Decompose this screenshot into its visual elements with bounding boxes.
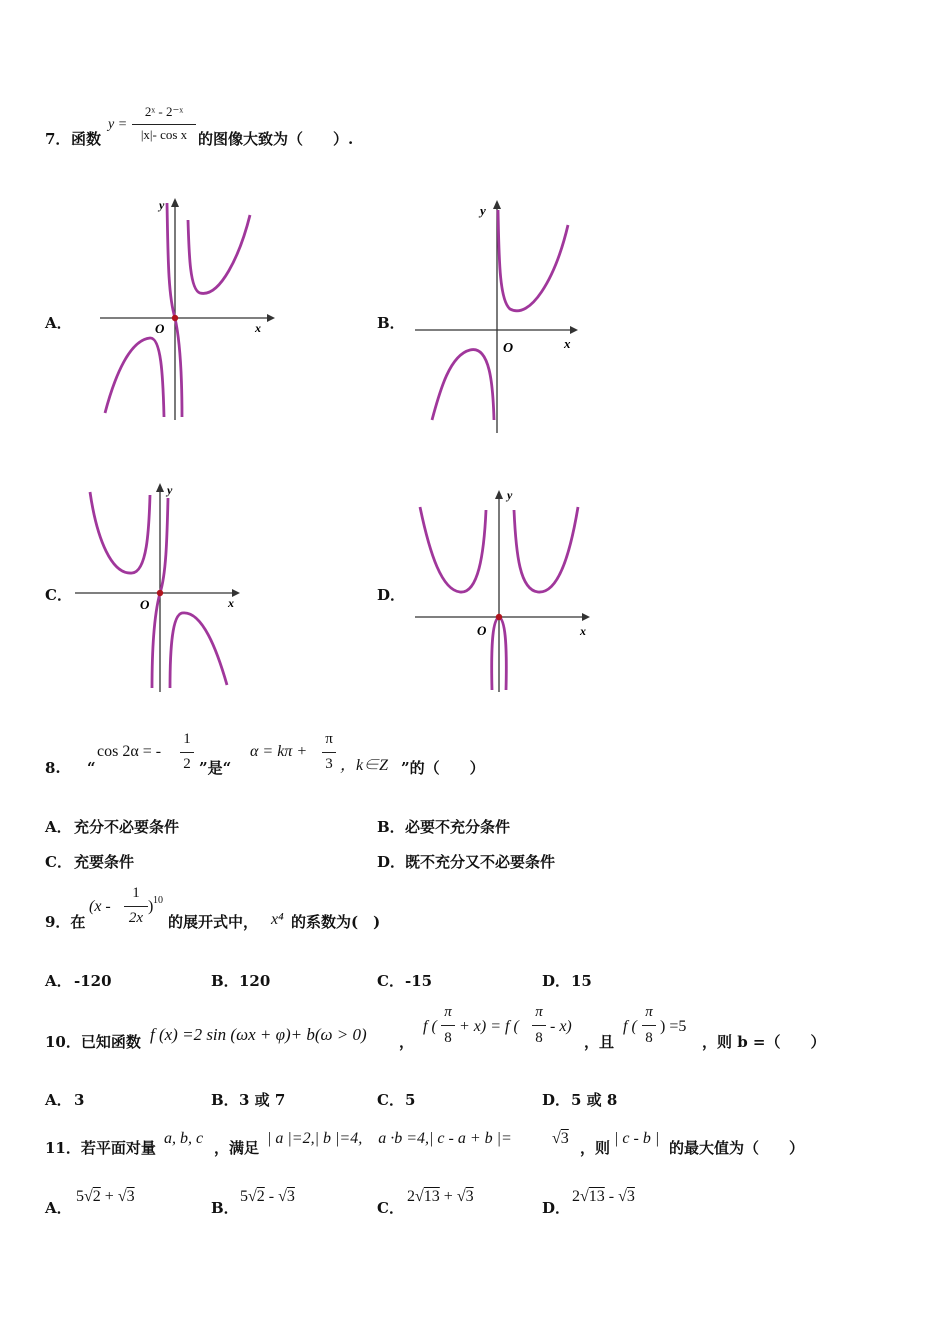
x-axis-label: x — [228, 596, 234, 610]
q9-expr-right: ) — [148, 898, 154, 915]
curve-right — [170, 613, 227, 688]
q7-graph-d[interactable] — [410, 485, 595, 695]
x-axis-arrow-icon — [570, 326, 578, 334]
q8-option-d-letter: D． — [377, 853, 406, 871]
y-axis-label: y — [159, 198, 165, 212]
q10-number: 10．已知函数 — [45, 1033, 141, 1051]
q8-option-c-text: 充要条件 — [74, 853, 135, 871]
q8-option-c-letter: C． — [45, 853, 72, 871]
q9-option-d-text: 15 — [571, 972, 592, 990]
q8-cond1: cos 2α = - — [97, 743, 162, 760]
curve-left — [90, 492, 150, 573]
q11-cond: | a |=2,| b |=4, a ·b =4,| c - a + b |= — [267, 1130, 512, 1147]
q7-option-a-letter[interactable]: A． — [45, 314, 72, 332]
q10-and: ，且 — [584, 1033, 615, 1051]
q8-cond2-den: 3 — [325, 756, 333, 772]
q11-vecs: a, b, c — [164, 1130, 204, 1147]
q11-sat: ，满足 — [214, 1139, 260, 1157]
q8-option-a-letter: A． — [45, 818, 72, 836]
q9-expr-exp: 10 — [153, 895, 163, 906]
q7-option-d-letter[interactable]: D． — [377, 586, 406, 604]
q10-sym-mid: + x) = f ( — [459, 1018, 519, 1035]
q8-cond2: α = kπ + — [250, 743, 308, 760]
q8-cond2-num: π — [325, 731, 333, 747]
origin-label: O — [477, 623, 487, 638]
q11-option-b-expr: 5√2 - √3 — [240, 1188, 295, 1205]
q7-number: 7． — [45, 130, 71, 148]
origin-dot — [496, 614, 502, 620]
q9-option-d-letter: D． — [542, 972, 571, 990]
q8-number: 8. — [45, 759, 61, 777]
q10-option-a-text: 3 — [74, 1091, 85, 1109]
q8-option-b-text: 必要不充分条件 — [405, 818, 511, 836]
q10-tail: ，则 b =（ ） — [702, 1033, 826, 1051]
q10-sym-left: f ( — [423, 1018, 437, 1035]
y-axis-arrow-icon — [171, 198, 179, 207]
q10-option-a-letter: A． — [45, 1091, 72, 1109]
q8-mid: ”是“ — [199, 759, 232, 777]
q10-option-b-letter: B． — [211, 1091, 239, 1109]
y-axis-arrow-icon — [493, 200, 501, 209]
q10-option-b-text: 3 或 7 — [239, 1091, 286, 1109]
y-axis-label: y — [167, 483, 173, 497]
q11-option-b-letter: B． — [211, 1199, 239, 1217]
curve-left — [420, 507, 486, 592]
q10-val-bar — [642, 1025, 656, 1026]
q7-option-c-letter[interactable]: C． — [45, 586, 72, 604]
y-axis-arrow-icon — [495, 490, 503, 499]
q9-expr-bar — [124, 906, 148, 907]
q10-sym-eight-1: 8 — [444, 1030, 452, 1046]
q8-cond1-bar — [180, 752, 194, 753]
q10-sym-bar-2 — [532, 1025, 546, 1026]
curve-left — [432, 350, 494, 420]
q10-func: f (x) =2 sin (ωx + φ)+ b(ω > 0) — [150, 1025, 367, 1044]
q9-expr-left: (x - — [89, 898, 111, 915]
q7-graph-b[interactable] — [410, 195, 585, 435]
q7-fraction-bar — [132, 124, 196, 125]
q10-sym-right: - x) — [550, 1018, 572, 1035]
curve-right — [514, 507, 578, 592]
q11-option-d-expr: 2√13 - √3 — [572, 1188, 635, 1205]
q7-formula-y: y = — [108, 117, 128, 132]
y-axis-label: y — [480, 203, 486, 218]
q10-comma: ， — [399, 1033, 415, 1051]
q7-denominator: |x|- cos x — [140, 127, 188, 142]
origin-dot — [157, 590, 163, 596]
q10-val-eight: 8 — [645, 1030, 653, 1046]
q7-tail: 的图像大致为（ ）. — [198, 130, 354, 148]
q11-cond-root: √3 — [552, 1130, 569, 1147]
q9-expr-num: 1 — [132, 885, 140, 901]
q11-option-c-letter: C． — [377, 1199, 404, 1217]
curve-right — [498, 210, 568, 311]
q8-option-d-text: 既不充分又不必要条件 — [405, 853, 556, 871]
q10-option-d-letter: D． — [542, 1091, 571, 1109]
q9-option-c-text: -15 — [405, 972, 433, 990]
q9-term: x⁴ — [271, 911, 284, 928]
q8-option-a-text: 充分不必要条件 — [74, 818, 180, 836]
curve-left — [105, 338, 164, 417]
q7-graph-c[interactable] — [72, 480, 252, 695]
x-axis-arrow-icon — [582, 613, 590, 621]
q8-tail: ”的（ ） — [401, 759, 485, 777]
q11-number: 11．若平面对量 — [45, 1139, 156, 1157]
q10-sym-bar-1 — [441, 1025, 455, 1026]
q10-val-right: ) =5 — [660, 1018, 687, 1035]
q9-number: 9．在 — [45, 913, 86, 931]
y-axis-arrow-icon — [156, 483, 164, 492]
q10-option-d-text: 5 或 8 — [571, 1091, 618, 1109]
q9-tail: 的系数为( ) — [291, 913, 381, 931]
x-axis-label: x — [255, 321, 261, 335]
x-axis-arrow-icon — [267, 314, 275, 322]
q11-option-d-letter: D． — [542, 1199, 571, 1217]
x-axis-label: x — [580, 624, 586, 638]
origin-dot — [172, 315, 178, 321]
q8-cond1-num: 1 — [183, 731, 191, 747]
q7-numerator: 2ˣ - 2⁻ˣ — [144, 104, 184, 119]
q9-option-b-text: 120 — [239, 972, 271, 990]
q9-option-a-text: -120 — [74, 972, 112, 990]
q11-option-a-expr: 5√2 + √3 — [76, 1188, 135, 1205]
q11-target: | c - b | — [614, 1130, 660, 1147]
x-axis-label: x — [564, 336, 571, 351]
q10-sym-pi-2: π — [535, 1004, 543, 1020]
y-axis-label: y — [507, 488, 513, 502]
q11-option-c-expr: 2√13 + √3 — [407, 1188, 474, 1205]
q10-option-c-letter: C． — [377, 1091, 404, 1109]
q11-tail: 的最大值为（ ） — [669, 1139, 805, 1157]
q9-mid: 的展开式中， — [168, 913, 259, 931]
q7-graph-a[interactable] — [95, 195, 275, 425]
q8-cond2-tail: ，k∈Z — [340, 757, 389, 774]
origin-label: O — [503, 341, 514, 356]
origin-label: O — [140, 597, 150, 612]
q11-then: ，则 — [580, 1139, 611, 1157]
q9-option-c-letter: C． — [377, 972, 404, 990]
q8-option-b-letter: B． — [377, 818, 405, 836]
q7-option-b-letter[interactable]: B． — [377, 314, 405, 332]
q10-val-pi: π — [645, 1004, 653, 1020]
q8-cond1-den: 2 — [183, 756, 191, 772]
q8-open-quote: “ — [87, 759, 96, 777]
curve-right — [188, 215, 250, 293]
q9-option-b-letter: B． — [211, 972, 239, 990]
q9-option-a-letter: A． — [45, 972, 72, 990]
q7-lead: 函数 — [71, 130, 102, 148]
q10-val-left: f ( — [623, 1018, 637, 1035]
origin-label: O — [155, 321, 165, 336]
q8-cond2-bar — [322, 752, 336, 753]
q10-option-c-text: 5 — [405, 1091, 416, 1109]
q10-sym-eight-2: 8 — [535, 1030, 543, 1046]
q10-sym-pi-1: π — [444, 1004, 452, 1020]
q9-expr-den: 2x — [128, 910, 144, 926]
q11-option-a-letter: A． — [45, 1199, 72, 1217]
